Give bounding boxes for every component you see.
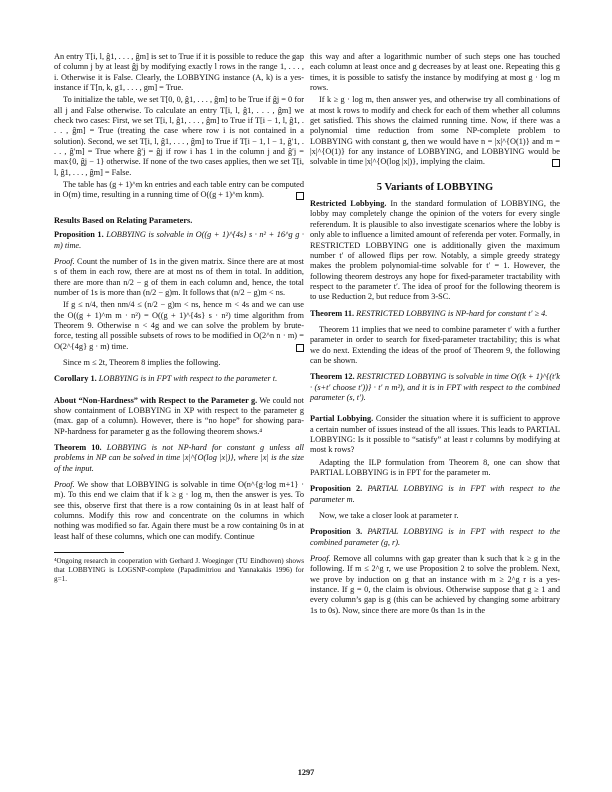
- qed-icon: [552, 159, 560, 167]
- proposition-text: PARTIAL LOBBYING is in FPT with respect to the parameter m.: [310, 484, 560, 504]
- proof: [54, 480, 304, 542]
- proof-label: Proof.: [54, 480, 75, 490]
- paragraph: [54, 396, 304, 437]
- theorem-label: Theorem 11.: [310, 308, 355, 318]
- paragraph: [310, 199, 560, 302]
- paragraph-text: If k ≥ g · log m, then answer yes, and otherwise try all combinations of at most k rows to modify and check for each of them whether all columns get satisfied. This shows the claimed running time. Now, if there was a polynomial time reduction from some NP-complete problem to LOBBYING with constant g, then we would have n = |x|^{O(1)} and m = |x|^{O(1)} for any instance of LOBBYING, and LOBBYING would be solvable in time |x|^{O(log |x|)}, implying the claim.: [310, 95, 560, 167]
- proof: [54, 257, 304, 298]
- qed-icon: [296, 192, 304, 200]
- corollary-label: Corollary 1.: [54, 374, 97, 384]
- paragraph-heading: Results Based on Relating Parameters.: [54, 215, 193, 225]
- proposition-text: LOBBYING is solvable in O((g + 1)^{4s} s · n² + 16^g g · m) time.: [54, 230, 304, 250]
- proposition-text: PARTIAL LOBBYING is in FPT with respect to the combined parameter (g, r).: [310, 527, 560, 547]
- paragraph: To initialize the table, we set T[0, 0, ĝ1, . . . , ĝm] to be True if ĝj = 0 for all j and False otherwise. To calculate an entry T[i, l, ĝ1, . . . , ĝm] we check two cases: First, we set T[i, l, ĝ1, . . . , ĝm] to True if T[i − 1, l, ĝ1, . . . , ĝm] = True (treating the case where row i is not contained in a solution). Second, we set T[i, l, ĝ1, . . . , ĝm] to True if T[i − 1, l − 1, ĝ′1, . . . , ĝ′m] = True where ĝ′j = ĝj if row i has 1 in the column j and ĝ′j = max{0, ĝj − 1} otherwise. If none of the two cases applies, then we set T[i, l, ĝ1, . . . , ĝm] = False.: [54, 95, 304, 177]
- right-column: [310, 52, 560, 618]
- theorem-text: RESTRICTED LOBBYING is NP-hard for constant t′ ≥ 4.: [356, 308, 548, 318]
- paragraph-text: We could not show containment of LOBBYING in XP with respect to the parameter g (max. gap of a column). However, there is “no hope” for showing para-NP-hardness for parameter g as the following theorem shows.⁴: [54, 395, 304, 436]
- paragraph: Theorem 11 implies that we need to combine parameter t′ with a further parameter in order to search for fixed-parameter tractability; this is what we do next. Extending the ideas of the proof of Theorem 9, the following can be shown.: [310, 324, 560, 365]
- paragraph: [310, 414, 560, 455]
- paragraph-heading: About “Non-Hardness” with Respect to the Parameter g.: [54, 395, 258, 405]
- paragraph-text: If g ≤ n/4, then nm/4 ≤ (n/2 − g)m < ns, hence m < 4s and we can use the O((g + 1)^m m · n²) = O((g + 1)^{4s} s · n²) time algorithm from Theorem 9. Otherwise n < 4g and we can solve the problem by brute-force, testing all possible subsets of rows to be modified in O(2^n n · m) = O(2^{4g} g · m) time.: [54, 300, 304, 351]
- footnote: ⁴Ongoing research in cooperation with Gerhard J. Woeginger (TU Eindhoven) shows that LOBBYING is LOGSNP-complete (Papadimitriou and Yannakakis 1996) for g=1.: [54, 557, 304, 584]
- proposition-label: Proposition 2.: [310, 484, 363, 494]
- paragraph: [54, 180, 304, 201]
- theorem-text: RESTRICTED LOBBYING is solvable in time O((k + 1)^{(t′k · (s+t′ choose t′))} · t′ n m²), and it is in FPT with respect to the combined parameter (s, t′).: [310, 372, 560, 402]
- proposition-label: Proposition 3.: [310, 527, 363, 537]
- proposition: [310, 484, 560, 505]
- corollary: [54, 374, 304, 384]
- paragraph: [310, 95, 560, 167]
- theorem: [54, 443, 304, 474]
- proof-text: We show that LOBBYING is solvable in time O(n^{g·log m+1} · m). To this end we claim that if k ≥ g · log m, then the answer is yes. To see this, observe first that there is a row containing 0s in at least half of columns. Modify this row and concentrate on the columns in which nothing was modified so far. Again there must be a row containing 0s in at least half of these columns, which one can modify. Continue: [54, 480, 304, 541]
- theorem: [310, 372, 560, 403]
- paragraph-heading: Restricted Lobbying.: [310, 199, 387, 209]
- proof-label: Proof.: [54, 256, 75, 266]
- corollary-text: LOBBYING is in FPT with respect to the parameter t.: [98, 374, 278, 384]
- section-heading: 5 Variants of LOBBYING: [376, 181, 494, 193]
- paragraph: Adapting the ILP formulation from Theorem 8, one can show that PARTIAL LOBBYING is in FPT for the parameter m.: [310, 457, 560, 478]
- proof-text: Count the number of 1s in the given matrix. Since there are at most s of them in each row, there are at most ns of them in total. In addition, there are more than n/2 − g of them in each column and, hence, the total number of 1s is more than (n/2 − g)m. It follows that (n/2 − g)m < ns.: [54, 256, 304, 297]
- paragraph: An entry T[i, l, ĝ1, . . . , ĝm] is set to True if it is possible to reduce the gap of column j by at least ĝj by modifying exactly l rows in the range 1, . . . , i. Otherwise it is False. Clearly, the LOBBYING instance (A, k) is a yes-instance if T[n, k, g1, . . . , gm] = True.: [54, 52, 304, 93]
- proposition-label: Proposition 1.: [54, 230, 104, 240]
- proof: [310, 554, 560, 616]
- qed-icon: [296, 344, 304, 352]
- paragraph: [54, 300, 304, 352]
- theorem-label: Theorem 12.: [310, 372, 355, 382]
- paragraph-text: The table has (g + 1)^m kn entries and each table entry can be computed in O(m) time, resulting in a running time of O((g + 1)^m knm).: [54, 180, 304, 200]
- paragraph: Since m ≤ 2t, Theorem 8 implies the following.: [63, 357, 221, 367]
- paragraph: Now, we take a closer look at parameter r.: [319, 511, 459, 521]
- paragraph-text: In the standard formulation of LOBBYING, the lobby may completely change the opinion of the voters for every single referendum. It is plausible to also investigate scenarios where the lobby is only able to influence a limited amount of referenda per voter. Formally, in RESTRICTED LOBBYING one is additionally given the maximum number t′ of allowed flips per row. Notably, a simple greedy strategy makes the problem polynomial-time solvable for t′ = 1. However, the following theorem destroys any hope for fixed-parameter tractability with respect to the parameter t′. The idea of proof for the following theorem is to use Reduction 2, but reduce from 3-SC.: [310, 199, 560, 302]
- theorem-label: Theorem 10.: [54, 443, 102, 452]
- proposition: [310, 527, 560, 548]
- paragraph-heading: Partial Lobbying.: [310, 414, 374, 424]
- paragraph-text: Consider the situation where it is sufficient to approve a certain number of issues instead of the all issues. This leads to PARTIAL LOBBYING: Is it possible to “satisfy” at least r columns by modifying at most k rows?: [310, 414, 560, 455]
- proof-text: Remove all columns with gap greater than k such that k ≥ g in the following. If m ≤ 2^g r, we use Proposition 2 to solve the problem. Next, we prove by induction on g that an instance with m ≥ 2^g r is a yes-instance. If g = 0, the claim is obvious. Otherwise suppose that g ≥ 1 and every column’s gap is g (this can be achieved by changing some arbitrary 1s to 0s). Now, since there are more 0s than 1s in the: [310, 554, 560, 615]
- theorem: [310, 309, 560, 319]
- proposition: [54, 230, 304, 251]
- footnote-divider: [54, 552, 124, 553]
- theorem-text: LOBBYING is not NP-hard for constant g unless all problems in NP can be solved in time |x|^{O(log |x|)}, where |x| is the size of the input.: [54, 443, 304, 473]
- left-column: [54, 52, 304, 586]
- paragraph: this way and after a logarithmic number of such steps one has touched each column at least once and g decreases by at least one. Repeating this g times, it is possible to satisfy the instance by modifying at most g · log m rows.: [310, 52, 560, 93]
- proof-label: Proof.: [310, 554, 331, 564]
- page-number: 1297: [297, 768, 315, 777]
